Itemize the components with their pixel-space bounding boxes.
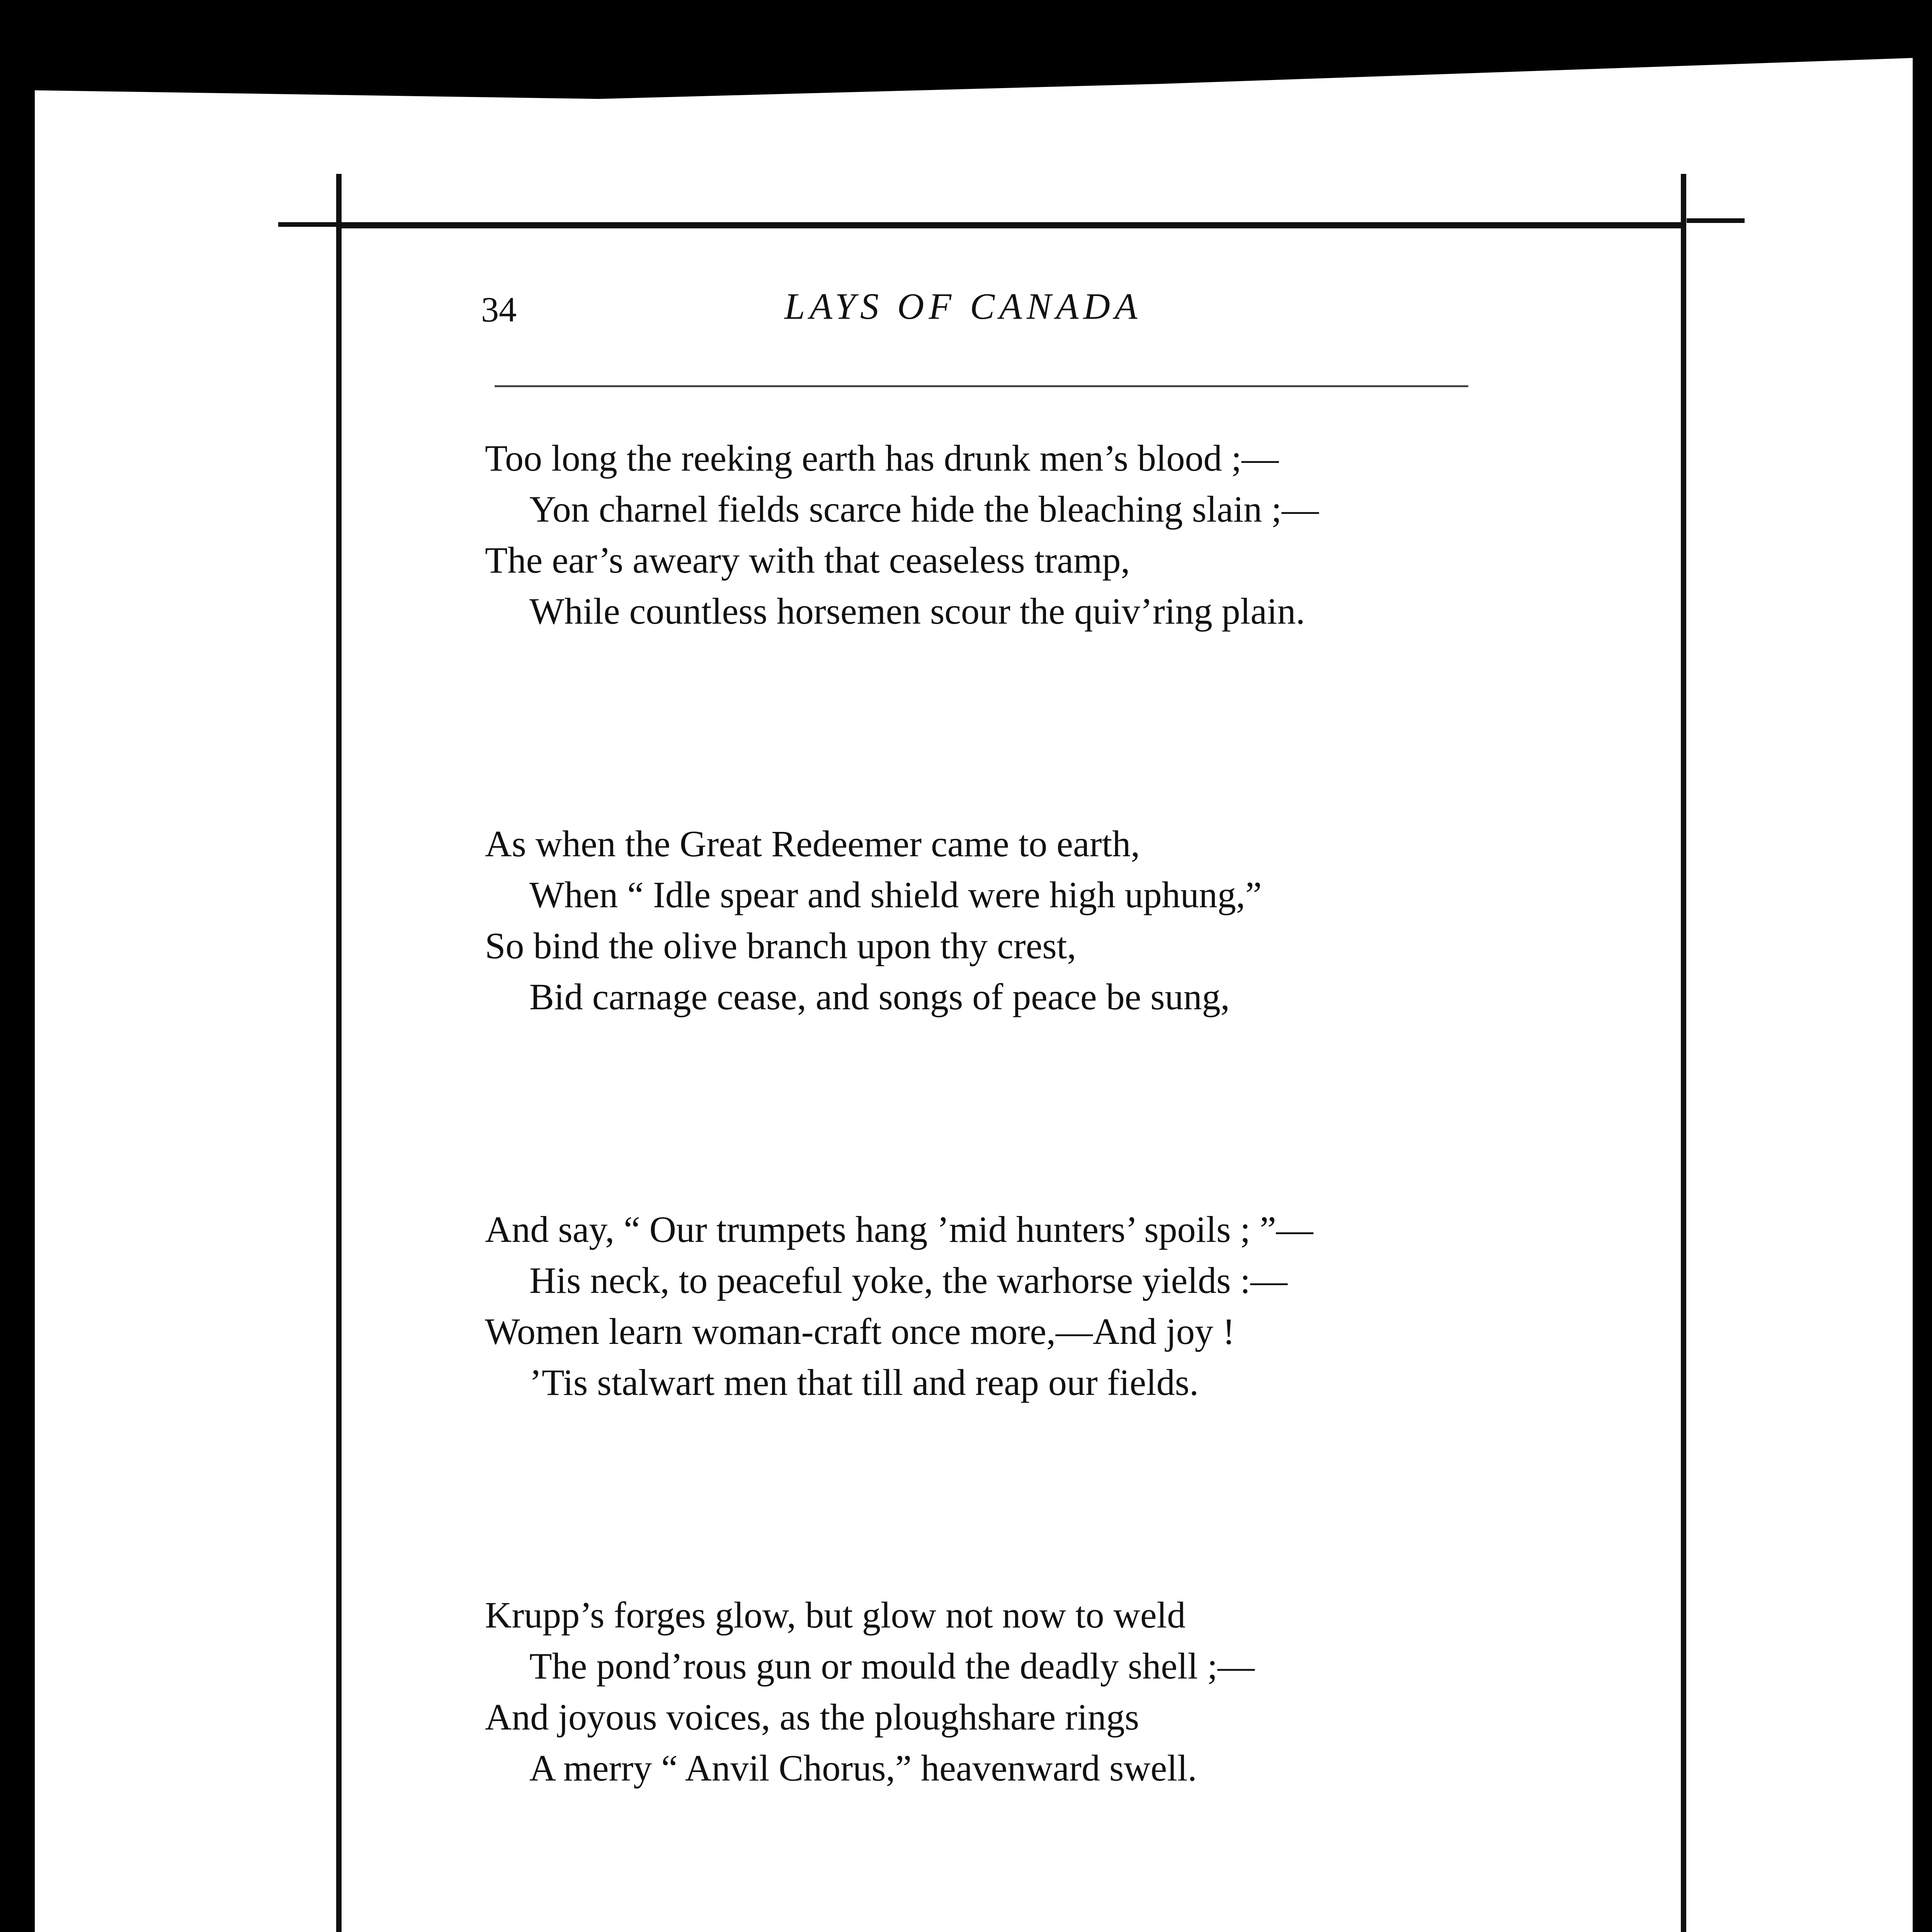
border-right-rule xyxy=(1681,174,1686,1932)
header-rule xyxy=(495,385,1468,387)
poem-line: ’Tis stalwart men that till and reap our fields. xyxy=(529,1362,1199,1403)
poem-line: A merry “ Anvil Chorus,” heavenward swell. xyxy=(529,1747,1197,1789)
poem-line: As when the Great Redeemer came to earth, xyxy=(485,823,1140,864)
poem-line: And joyous voices, as the ploughshare rings xyxy=(485,1696,1139,1738)
poem-line: Too long the reeking earth has drunk men’s blood ;— xyxy=(485,437,1279,479)
stanza-4 xyxy=(485,1590,1567,1794)
stanza-1 xyxy=(485,433,1567,637)
poem-line: And say, “ Our trumpets hang ’mid hunters’ spoils ; ”— xyxy=(485,1209,1313,1250)
poem-line: While countless horsemen scour the quiv’ring plain. xyxy=(529,590,1305,632)
poem-line: Bid carnage cease, and songs of peace be sung, xyxy=(529,976,1230,1017)
poem-line: Krupp’s forges glow, but glow not now to weld xyxy=(485,1594,1186,1636)
poem-line: Women learn woman-craft once more,—And joy ! xyxy=(485,1311,1235,1352)
stanza-2 xyxy=(485,818,1567,1022)
border-left-rule xyxy=(336,174,342,1932)
poem-line: When “ Idle spear and shield were high uphung,” xyxy=(529,874,1262,915)
poem-line: His neck, to peaceful yoke, the warhorse yields :— xyxy=(529,1260,1288,1301)
poem-line: So bind the olive branch upon thy crest, xyxy=(485,925,1077,966)
corner-tick-top-right xyxy=(1687,218,1745,223)
page-number: 34 xyxy=(481,290,517,329)
poem-line: The pond’rous gun or mould the deadly shell ;— xyxy=(529,1645,1255,1687)
corner-tick-top-left xyxy=(278,222,340,227)
running-title: LAYS OF CANADA xyxy=(784,286,1142,327)
stanza-3 xyxy=(485,1204,1567,1408)
poem xyxy=(485,433,1567,1932)
poem-line: Yon charnel fields scarce hide the bleaching slain ;— xyxy=(529,488,1319,530)
poem-line: The ear’s aweary with that ceaseless tramp, xyxy=(485,539,1130,581)
border-top-rule xyxy=(340,222,1685,228)
